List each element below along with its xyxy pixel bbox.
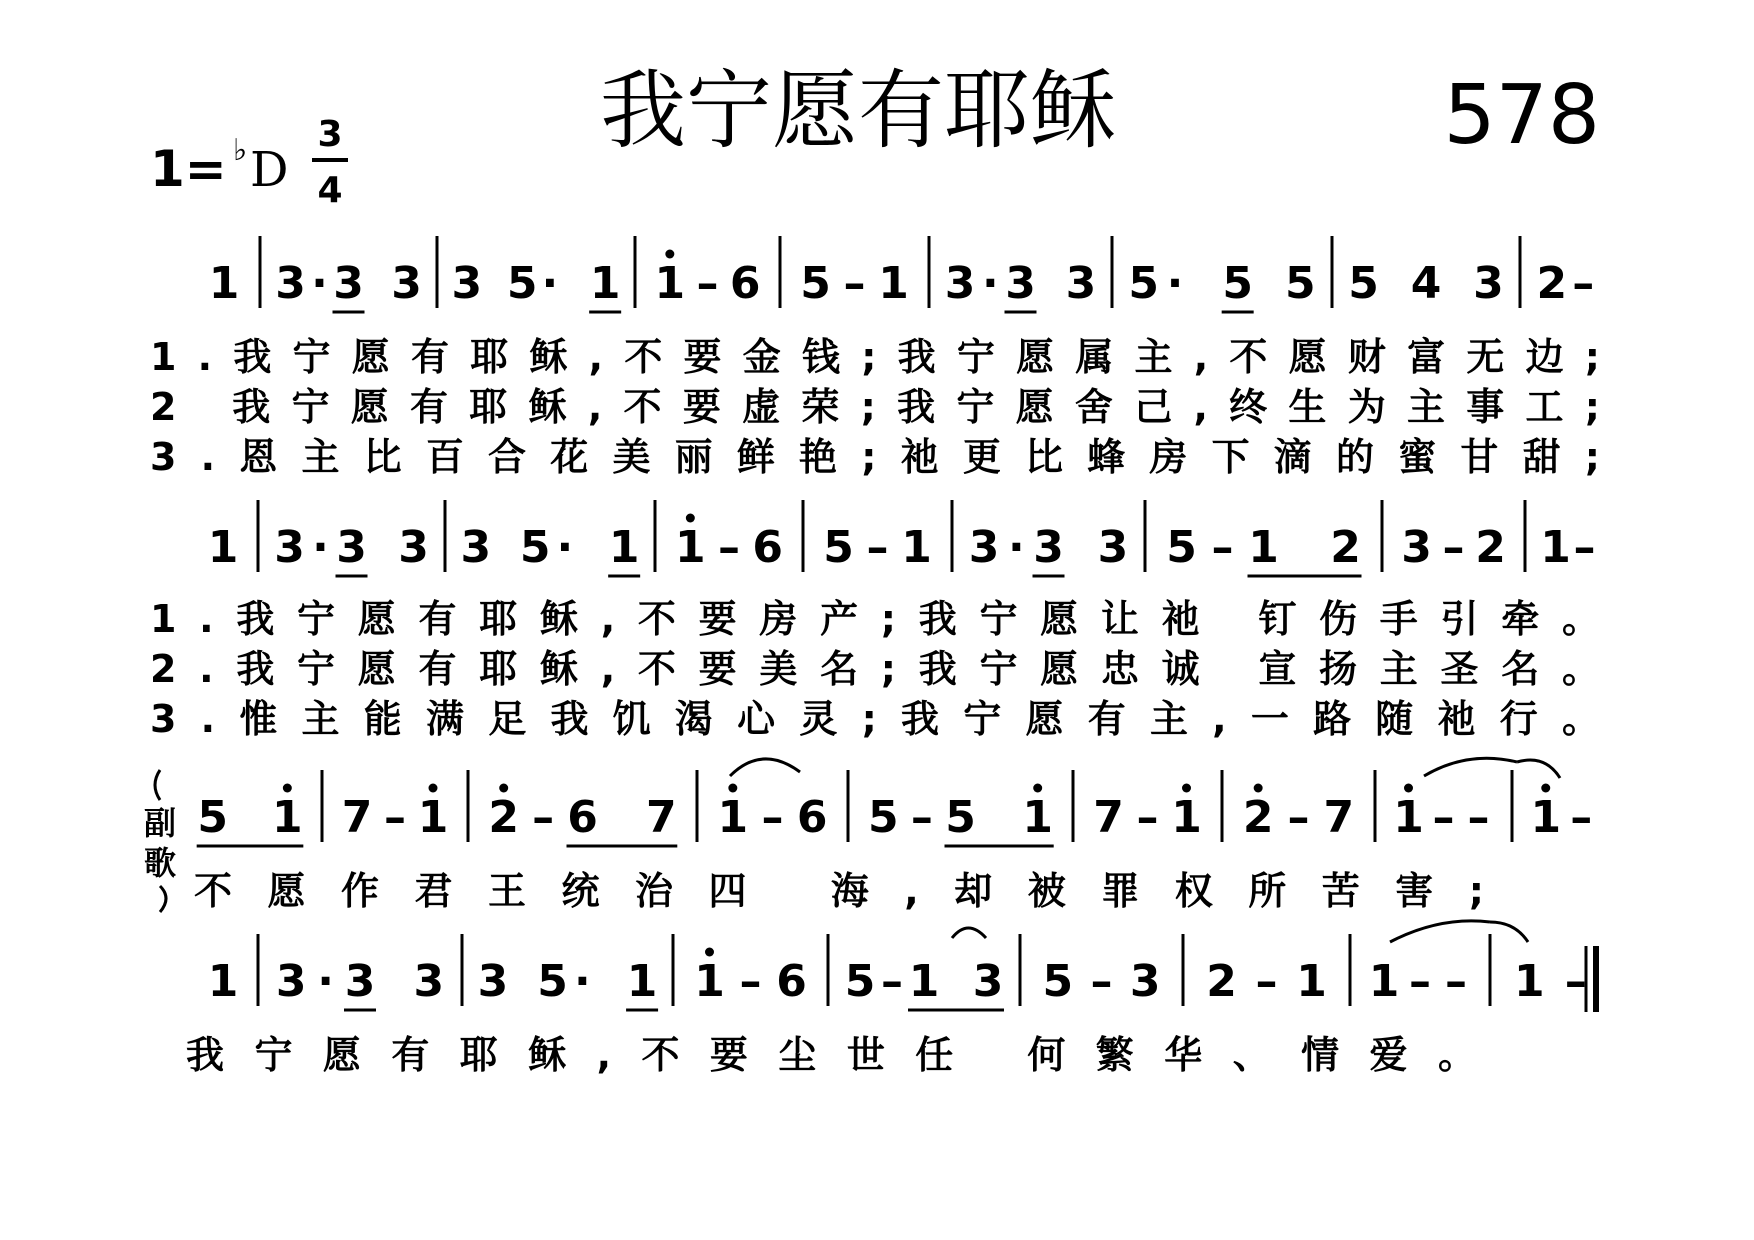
lyric-line: 3.恩主比百合花美丽鲜艳;祂更比蜂房下滴的蜜甘甜; [150,435,1600,479]
note: 5 [823,522,854,573]
note: 1 [1368,956,1400,1007]
note: 5 [537,956,568,1007]
note: 5 [800,258,831,309]
note: 1 [1530,792,1562,843]
dash-hold: – [1090,956,1113,1007]
note: 1 [1540,522,1571,573]
note: 1 [1296,956,1327,1007]
key-letter: D [250,142,289,198]
note: 3 [1005,258,1036,309]
dash-hold: – [1409,956,1431,1007]
chorus-bracket-close [160,886,166,912]
lyric-line: 1.我宁愿有耶稣,不要房产;我宁愿让祂 钉伤手引牵。 [150,597,1600,641]
dot-rhythm: · [1007,522,1025,573]
note: 3 [1401,522,1432,573]
note: 6 [729,258,761,309]
note: 7 [645,792,677,843]
dash-hold: – [1573,522,1596,573]
key-signature [150,133,288,198]
octave-dot [665,250,674,259]
note: 3 [398,522,429,573]
dash-hold: – [1442,522,1465,573]
note: 3 [344,956,376,1007]
note: 4 [1410,258,1442,309]
dash-hold: – [866,522,889,573]
dash-hold: – [1136,792,1159,843]
lyric-line: 3.惟主能满足我饥渴心灵;我宁愿有主,一路随祂行。 [150,697,1600,741]
system-4 [186,921,1587,1077]
note: 3 [1065,258,1097,309]
time-signature [312,114,348,211]
note: 1 [654,258,686,309]
slur [952,928,986,938]
note: 1 [626,956,658,1007]
dot-rhythm: · [556,522,574,573]
slur [1424,758,1517,776]
note: 7 [341,792,373,843]
note: 3 [968,522,1000,573]
note: 3 [972,956,1004,1007]
note: 3 [336,522,367,573]
dash-hold: – [1432,792,1455,843]
dash-hold: – [910,792,933,843]
note: 1 [208,258,240,309]
note: 5 [1128,258,1159,309]
dash-hold: – [1287,792,1310,843]
time-sig-bottom: 4 [317,170,343,211]
dash-hold: – [1255,956,1278,1007]
note: 2 [1242,792,1274,843]
note: 1 [694,956,725,1007]
octave-dot [499,784,508,793]
note: 2 [1330,522,1361,573]
system-1 [150,236,1600,479]
note: 2 [488,792,520,843]
slur [1490,922,1528,942]
note: 3 [274,522,305,573]
note: 3 [275,956,307,1007]
dot-rhythm: · [1166,258,1184,309]
lyric-line: 不愿作君王统治四 海,却被罪权所苦害; [194,869,1484,913]
note: 5 [506,258,538,309]
dot-rhythm: · [981,258,999,309]
note: 6 [752,522,783,573]
system-3-chorus [144,758,1592,913]
note: 1 [901,522,932,573]
note: 2 [1206,956,1237,1007]
note: 1 [207,522,239,573]
octave-dot [728,784,737,793]
dash-hold: – [761,792,784,843]
note: 1 [675,522,706,573]
system-2 [150,500,1600,741]
note: 3 [1097,522,1129,573]
dash-hold: – [532,792,555,843]
final-barline [1586,946,1596,1012]
note: 1 [589,258,621,309]
slur [730,759,800,776]
dash-hold: – [718,522,740,573]
note: 6 [796,792,828,843]
note: 6 [567,792,598,843]
dash-hold: – [384,792,406,843]
slur [1517,760,1560,778]
octave-dot [705,948,714,957]
lyric-line: 2.我宁愿有耶稣,不要美名;我宁愿忠诚 宣扬主圣名。 [150,647,1600,691]
note: 6 [776,956,807,1007]
dash-hold: – [881,956,903,1007]
octave-dot [1541,784,1550,793]
dot-rhythm: · [311,258,328,309]
dot-rhythm: · [574,956,591,1007]
octave-dot [1404,784,1413,793]
note: 1 [717,792,749,843]
note: 7 [1323,792,1355,843]
dash-hold: – [1211,522,1234,573]
lyric-line: 2 我宁愿有耶稣,不要虚荣;我宁愿舍己,终生为主事工; [150,385,1600,429]
octave-dot [283,784,292,793]
lyric-line: 1.我宁愿有耶稣,不要金钱;我宁愿属主,不愿财富无边; [150,335,1600,379]
system-3-music [197,770,1593,846]
octave-dot [1254,784,1263,793]
note: 3 [1129,956,1161,1007]
note: 1 [1248,522,1279,573]
note: 3 [1473,258,1504,309]
note: 3 [477,956,509,1007]
dash-hold: – [1572,258,1595,309]
note: 3 [1033,522,1064,573]
system-1-music [209,236,1595,312]
note: 1 [908,956,940,1007]
note: 1 [417,792,449,843]
dash-hold: – [843,258,866,309]
chorus-label: 歌 [143,844,177,882]
dash-hold: – [696,258,719,309]
note: 3 [413,956,445,1007]
note: 1 [878,258,909,309]
note: 1 [1393,792,1424,843]
system-4-music [208,934,1587,1010]
note: 1 [1022,792,1054,843]
slur [1390,921,1490,942]
note: 3 [460,522,492,573]
note: 3 [944,258,976,309]
dash-hold: – [1467,792,1490,843]
note: 1 [207,956,239,1007]
key-prefix: 1= [150,140,227,198]
hymn-title: 我宁愿有耶稣 [600,61,1116,161]
note: 5 [1166,522,1197,573]
system-2-music [208,500,1596,576]
note: 5 [1042,956,1074,1007]
note: 5 [844,956,876,1007]
note: 7 [1093,792,1124,843]
note: 2 [1536,258,1568,309]
dot-rhythm: · [317,956,334,1007]
dot-rhythm: · [541,258,559,309]
lyric-line: 我宁愿有耶稣,不要尘世任 何繁华、情爱。 [186,1033,1476,1077]
hymn-number: 578 [1443,68,1600,163]
note: 3 [333,258,364,309]
octave-dot [1182,784,1191,793]
dot-rhythm: · [312,522,329,573]
note: 3 [451,258,483,309]
chorus-label: 副 [143,804,177,842]
note: 2 [1475,522,1506,573]
note: 5 [197,792,228,843]
octave-dot [686,514,695,523]
note: 1 [272,792,303,843]
chorus-bracket-open [155,770,160,800]
octave-dot [429,784,438,793]
dash-hold: – [739,956,762,1007]
note: 5 [1285,258,1316,309]
note: 3 [275,258,306,309]
note: 5 [1348,258,1379,309]
note: 1 [1171,792,1202,843]
note: 1 [1513,956,1545,1007]
note: 5 [1222,258,1253,309]
note: 5 [945,792,976,843]
dash-hold: – [1570,792,1593,843]
time-sig-top: 3 [317,114,343,155]
octave-dot [1033,784,1042,793]
note: 5 [867,792,899,843]
note: 1 [608,522,640,573]
note: 3 [391,258,422,309]
dash-hold: – [1445,956,1467,1007]
note: 5 [519,522,551,573]
dash-hold: – [1564,956,1587,1007]
key-flat-sign: ♭ [233,133,248,168]
